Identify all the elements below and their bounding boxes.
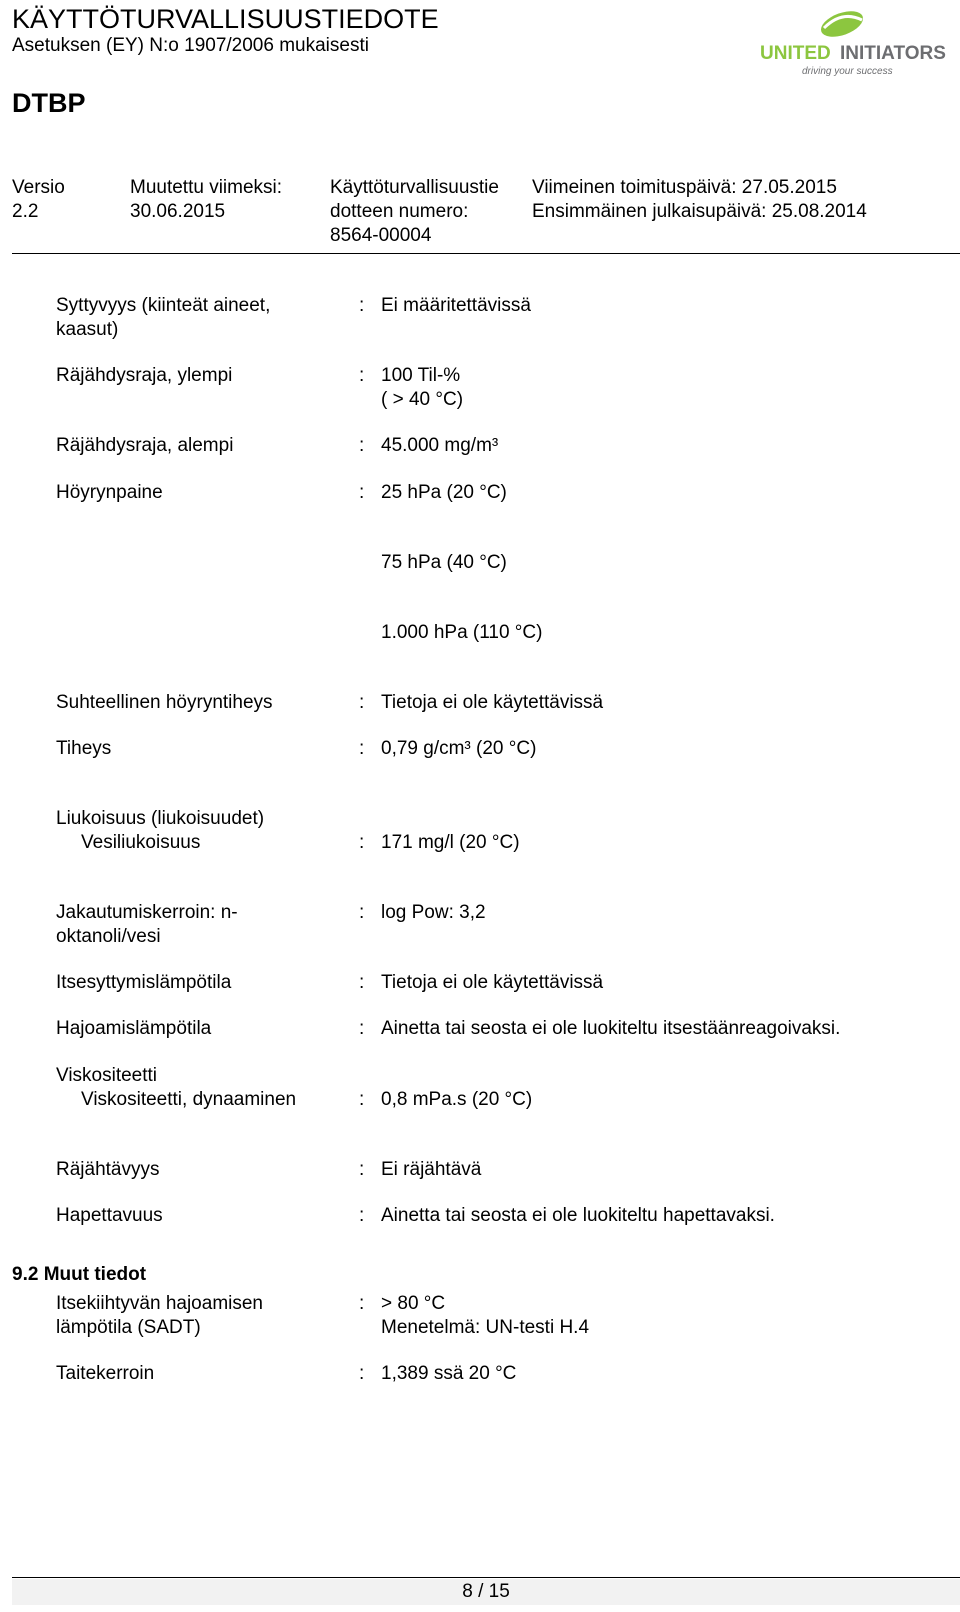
company-logo: [760, 6, 950, 78]
property-label: Höyrynpaine: [56, 482, 163, 503]
separator-colon: :: [359, 1089, 365, 1110]
modified-label: Muutettu viimeksi:: [130, 177, 283, 198]
separator-colon: :: [359, 1363, 365, 1384]
separator-colon: :: [359, 832, 365, 853]
svg-text:driving your success: driving your success: [802, 66, 893, 77]
property-value: Ainetta tai seosta ei ole luokiteltu itsestäänreagoivaksi.: [381, 1018, 841, 1039]
separator-colon: :: [359, 1293, 365, 1314]
separator-colon: :: [359, 692, 365, 713]
document-subtitle: Asetuksen (EY) N:o 1907/2006 mukaisesti: [12, 35, 369, 56]
property-value-cont: 1.000 hPa (110 °C): [381, 622, 543, 643]
property-label-cont: kaasut): [56, 319, 119, 340]
first-issue-date: Ensimmäinen julkaisupäivä: 25.08.2014: [532, 201, 867, 222]
property-group-label: Viskositeetti: [56, 1065, 158, 1086]
property-label: Vesiliukoisuus: [81, 832, 201, 853]
separator-colon: :: [359, 1159, 365, 1180]
separator-colon: :: [359, 295, 365, 316]
property-value-cont: 75 hPa (40 °C): [381, 552, 507, 573]
property-group-label: Liukoisuus (liukoisuudet): [56, 808, 265, 829]
property-label: Räjähdysraja, alempi: [56, 435, 234, 456]
separator-colon: :: [359, 1205, 365, 1226]
property-label: Itsesyttymislämpötila: [56, 972, 232, 993]
property-label: Hapettavuus: [56, 1205, 163, 1226]
document-title: KÄYTTÖTURVALLISUUSTIEDOTE: [12, 4, 439, 34]
property-value: log Pow: 3,2: [381, 902, 486, 923]
sds-number-label-1: Käyttöturvallisuustie: [330, 177, 499, 198]
property-value: 171 mg/l (20 °C): [381, 832, 520, 853]
sds-number-label-2: dotteen numero:: [330, 201, 469, 222]
property-value: 0,79 g/cm³ (20 °C): [381, 738, 537, 759]
property-label: Hajoamislämpötila: [56, 1018, 212, 1039]
property-label-cont: oktanoli/vesi: [56, 926, 161, 947]
product-name: DTBP: [12, 88, 86, 118]
separator-colon: :: [359, 365, 365, 386]
property-label: Räjähtävyys: [56, 1159, 160, 1180]
property-value: 1,389 ssä 20 °C: [381, 1363, 517, 1384]
issue-dates-block: [532, 176, 867, 224]
property-label-cont: lämpötila (SADT): [56, 1317, 201, 1338]
property-value: 45.000 mg/m³: [381, 435, 499, 456]
page-number: 8 / 15: [462, 1581, 510, 1602]
property-value-cont: Menetelmä: UN-testi H.4: [381, 1317, 590, 1338]
footer-divider: [12, 1577, 960, 1578]
version-block: [12, 176, 65, 224]
svg-text:INITIATORS: INITIATORS: [840, 43, 946, 64]
property-value: 25 hPa (20 °C): [381, 482, 507, 503]
sds-number-block: [330, 176, 499, 248]
modified-value: 30.06.2015: [130, 201, 226, 222]
separator-colon: :: [359, 435, 365, 456]
property-label: Räjähdysraja, ylempi: [56, 365, 233, 386]
separator-colon: :: [359, 1018, 365, 1039]
last-issue-date: Viimeinen toimituspäivä: 27.05.2015: [532, 177, 837, 198]
property-value: Ei määritettävissä: [381, 295, 531, 316]
property-label: Jakautumiskerroin: n-: [56, 902, 238, 923]
version-label: Versio: [12, 177, 65, 198]
separator-colon: :: [359, 738, 365, 759]
property-value: > 80 °C: [381, 1293, 446, 1314]
property-label: Tiheys: [56, 738, 112, 759]
property-label: Viskositeetti, dynaaminen: [81, 1089, 297, 1110]
version-value: 2.2: [12, 201, 39, 222]
property-label: Suhteellinen höyryntiheys: [56, 692, 273, 713]
property-value: Tietoja ei ole käytettävissä: [381, 692, 604, 713]
section-heading: 9.2 Muut tiedot: [12, 1264, 147, 1285]
separator-colon: :: [359, 482, 365, 503]
separator-colon: :: [359, 902, 365, 923]
modified-block: [130, 176, 282, 224]
property-label: Syttyvyys (kiinteät aineet,: [56, 295, 271, 316]
property-value: 0,8 mPa.s (20 °C): [381, 1089, 533, 1110]
property-value: 100 Til-%: [381, 365, 461, 386]
property-value: Tietoja ei ole käytettävissä: [381, 972, 604, 993]
header-divider: [12, 253, 960, 254]
svg-text:UNITED: UNITED: [760, 43, 831, 64]
property-value-cont: ( > 40 °C): [381, 389, 464, 410]
separator-colon: :: [359, 972, 365, 993]
property-label: Taitekerroin: [56, 1363, 155, 1384]
property-value: Ainetta tai seosta ei ole luokiteltu hapettavaksi.: [381, 1205, 775, 1226]
property-label: Itsekiihtyvän hajoamisen: [56, 1293, 263, 1314]
sds-number-value: 8564-00004: [330, 225, 432, 246]
property-value: Ei räjähtävä: [381, 1159, 482, 1180]
logo-mark-icon: [760, 6, 950, 78]
